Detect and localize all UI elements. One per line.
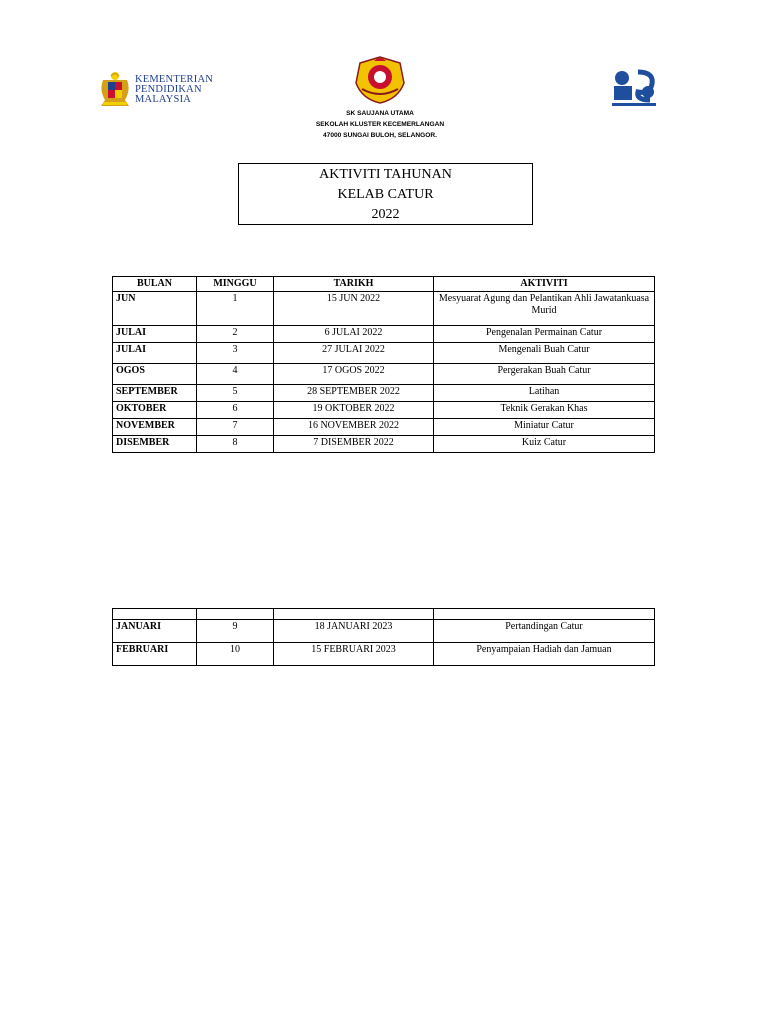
cell-aktiviti: Mesyuarat Agung dan Pelantikan Ahli Jawatankuasa Murid xyxy=(434,292,655,326)
schedule-table xyxy=(112,276,655,453)
header-bulan: BULAN xyxy=(113,277,197,292)
cell-bulan: OKTOBER xyxy=(113,402,197,419)
ministry-name xyxy=(135,75,213,105)
cell-bulan: SEPTEMBER xyxy=(113,385,197,402)
cell-minggu: 8 xyxy=(197,436,274,453)
cell-tarikh: 27 JULAI 2022 xyxy=(274,343,434,364)
cell-tarikh: 28 SEPTEMBER 2022 xyxy=(274,385,434,402)
cell-bulan: DISEMBER xyxy=(113,436,197,453)
cell-tarikh: 15 FEBRUARI 2023 xyxy=(274,643,434,666)
cell-aktiviti: Miniatur Catur xyxy=(434,419,655,436)
cell-tarikh: 19 OKTOBER 2022 xyxy=(274,402,434,419)
cell-bulan: JUN xyxy=(113,292,197,326)
header-tarikh: TARIKH xyxy=(274,277,434,292)
table-row xyxy=(113,620,655,643)
table-row xyxy=(113,343,655,364)
cell-tarikh: 17 OGOS 2022 xyxy=(274,364,434,385)
cell-tarikh: 7 DISEMBER 2022 xyxy=(274,436,434,453)
table-row xyxy=(113,364,655,385)
cell-minggu: 4 xyxy=(197,364,274,385)
cell-bulan: JANUARI xyxy=(113,620,197,643)
cell-tarikh: 16 NOVEMBER 2022 xyxy=(274,419,434,436)
cell-aktiviti: Latihan xyxy=(434,385,655,402)
school-cluster: SEKOLAH KLUSTER KECEMERLANGAN xyxy=(315,121,445,128)
table-row xyxy=(113,419,655,436)
title-line-2: KELAB CATUR xyxy=(337,187,434,202)
table-row xyxy=(113,643,655,666)
table-header-row xyxy=(113,277,655,292)
cell-minggu: 9 xyxy=(197,620,274,643)
school-address-block xyxy=(280,108,480,141)
cell-aktiviti: Pengenalan Permainan Catur xyxy=(434,326,655,343)
cell-tarikh: 18 JANUARI 2023 xyxy=(274,620,434,643)
cell-empty xyxy=(197,609,274,620)
cell-empty xyxy=(274,609,434,620)
cell-aktiviti: Pertandingan Catur xyxy=(434,620,655,643)
cell-tarikh: 15 JUN 2022 xyxy=(274,292,434,326)
cluster-school-logo-icon xyxy=(610,68,658,108)
title-line-1: AKTIVITI TAHUNAN xyxy=(319,167,452,182)
school-address: 47000 SUNGAI BULOH, SELANGOR. xyxy=(323,132,437,139)
cell-minggu: 1 xyxy=(197,292,274,326)
cell-minggu: 5 xyxy=(197,385,274,402)
cell-minggu: 7 xyxy=(197,419,274,436)
cell-bulan: FEBRUARI xyxy=(113,643,197,666)
ministry-line-1: KEMENTERIAN xyxy=(135,74,214,85)
cell-minggu: 2 xyxy=(197,326,274,343)
table-row xyxy=(113,402,655,419)
cell-aktiviti: Teknik Gerakan Khas xyxy=(434,402,655,419)
cell-minggu: 6 xyxy=(197,402,274,419)
school-crest-icon xyxy=(352,55,408,105)
cell-minggu: 10 xyxy=(197,643,274,666)
document-title-box xyxy=(238,163,533,225)
cell-empty xyxy=(113,609,197,620)
cell-tarikh: 6 JULAI 2022 xyxy=(274,326,434,343)
header-aktiviti: AKTIVITI xyxy=(434,277,655,292)
cell-bulan: JULAI xyxy=(113,343,197,364)
cell-aktiviti: Pergerakan Buah Catur xyxy=(434,364,655,385)
ministry-logo xyxy=(97,70,214,110)
table-row xyxy=(113,292,655,326)
ministry-line-2: PENDIDIKAN xyxy=(135,84,202,95)
cell-bulan: JULAI xyxy=(113,326,197,343)
table-row xyxy=(113,436,655,453)
cell-bulan: OGOS xyxy=(113,364,197,385)
schedule-table-continued xyxy=(112,608,655,666)
cell-empty xyxy=(434,609,655,620)
malaysia-crest-icon xyxy=(97,70,133,108)
table-row xyxy=(113,385,655,402)
ministry-line-3: MALAYSIA xyxy=(135,94,192,105)
table-blank-row xyxy=(113,609,655,620)
title-line-3: 2022 xyxy=(371,207,400,222)
table-row xyxy=(113,326,655,343)
cell-bulan: NOVEMBER xyxy=(113,419,197,436)
cell-aktiviti: Kuiz Catur xyxy=(434,436,655,453)
school-name: SK SAUJANA UTAMA xyxy=(346,110,414,117)
cell-aktiviti: Penyampaian Hadiah dan Jamuan xyxy=(434,643,655,666)
cell-aktiviti: Mengenali Buah Catur xyxy=(434,343,655,364)
header-minggu: MINGGU xyxy=(197,277,274,292)
cell-minggu: 3 xyxy=(197,343,274,364)
